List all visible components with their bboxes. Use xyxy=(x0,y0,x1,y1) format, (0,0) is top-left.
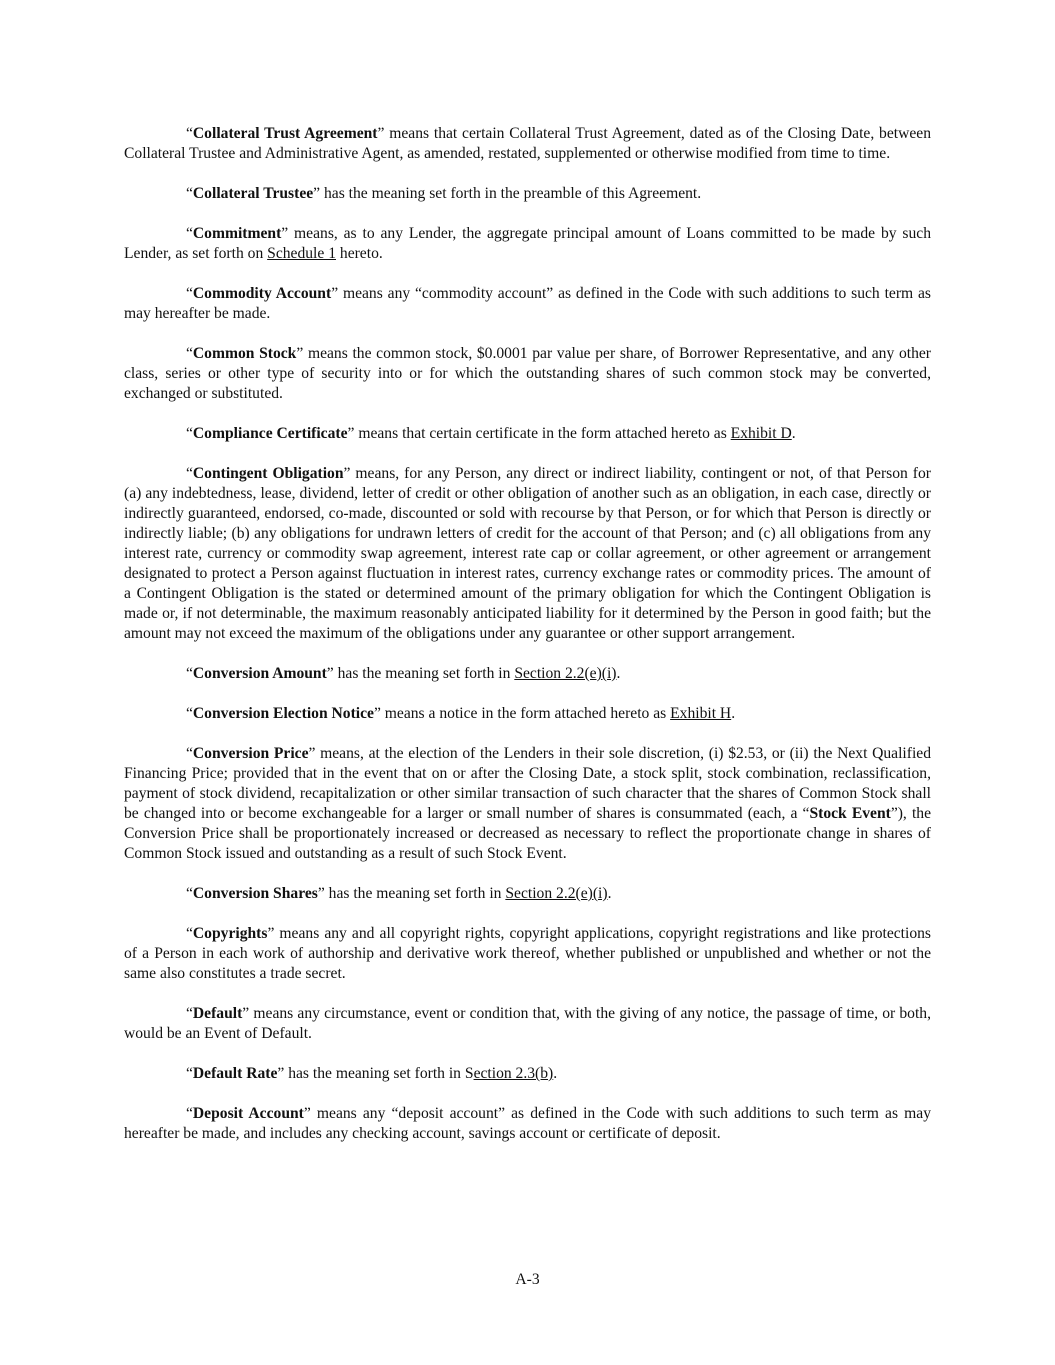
definition-text: has the meaning set forth in xyxy=(333,665,515,682)
defined-term: Commodity Account xyxy=(192,285,332,302)
defined-term: Deposit Account xyxy=(192,1105,304,1122)
definition-text: means, for any Person, any direct or indirect liability, contingent or not, of that Person for (a) any indebtedness, lease, dividend, letter of credit or other obligation of another such as an obligation, in each case, directly or indirectly guaranteed, endorsed, co-made, discounted or sold with recourse by that Person, or for which that Person is directly or indirectly liable; (b) any obligations for undrawn letters of credit for the account of that Person; and (c) all obligations from any interest rate, currency or commodity swap agreement, interest rate cap or collar agreement, or other agreement or arrangement designated to protect a Person against fluctuation in interest rates, currency exchange rates or commodity prices. The amount of a Contingent Obligation is the stated or determined amount of the primary obligation for which the Contingent Obligation is made or, if not determinable, the maximum reasonably anticipated liability for it determined by the Person in good faith; but the amount may not exceed the maximum of the obligations under any guarantee or other support arrangement. xyxy=(124,465,931,642)
definition-text: means, at the election of the Lenders in their sole discretion, (i) $2.53, or (ii) the Next Qualified Financing Price; provided that in the event that on or after the Closing Date, a stock split, stock combination, reclassification, payment of stock dividend, recapitalization or other similar transaction of such character that the shares of Common Stock shall be changed into or become exchangeable for a larger or small number of shares is consummated (each, a “ xyxy=(124,745,931,822)
definition-conversion-election-notice: “Conversion Election Notice” means a notice in the form attached hereto as Exhibit H. xyxy=(186,705,736,722)
cross-reference: Schedule 1 xyxy=(267,245,336,262)
definition-compliance-certificate: “Compliance Certificate” means that certain certificate in the form attached hereto as Exhibit D. xyxy=(186,425,796,442)
defined-term: Collateral Trust Agreement xyxy=(192,125,378,142)
definition-text: means any “commodity account” as defined in the Code with such additions to such term as may hereafter be made. xyxy=(124,285,931,322)
definition-text: has the meaning set forth in the preamble of this Agreement. xyxy=(320,185,702,202)
definitions-list xyxy=(124,124,931,1144)
definition-conversion-amount: “Conversion Amount” has the meaning set forth in Section 2.2(e)(i). xyxy=(186,665,621,682)
defined-term: Copyrights xyxy=(192,925,268,942)
definition-conversion-shares: “Conversion Shares” has the meaning set forth in Section 2.2(e)(i). xyxy=(186,885,612,902)
defined-term: Default Rate xyxy=(192,1065,278,1082)
defined-term: Commitment xyxy=(192,225,282,242)
defined-term: Conversion Price xyxy=(192,745,309,762)
defined-term: Conversion Amount xyxy=(192,665,327,682)
definition-text: means a notice in the form attached hereto as xyxy=(380,705,671,722)
definition-contingent-obligation: “Contingent Obligation” means, for any Person, any direct or indirect liability, contingent or not, of that Person for (a) any indebtedness, lease, dividend, letter of credit or other obligation of another such as an obligation, in each case, directly or indirectly guaranteed, endorsed, co-made, discounted or sold with recourse by that Person, or for which that Person is directly or indirectly liable; (b) any obligations for undrawn letters of credit for the account of that Person; and (c) all obligations from any interest rate, currency or commodity swap agreement, interest rate cap or collar agreement, or other agreement or arrangement designated to protect a Person against fluctuation in interest rates, currency exchange rates or commodity prices. The amount of a Contingent Obligation is the stated or determined amount of the primary obligation for which the Contingent Obligation is made or, if not determinable, the maximum reasonably anticipated liability for it determined by the Person in good faith; but the amount may not exceed the maximum of the obligations under any guarantee or other support arrangement. xyxy=(124,465,931,642)
defined-term: Compliance Certificate xyxy=(192,425,348,442)
definition-copyrights: “Copyrights” means any and all copyright rights, copyright applications, copyright registrations and like protections of a Person in each work of authorship and derivative work thereof, whether published or unpublished and whether or not the same also constitutes a trade secret. xyxy=(124,925,931,982)
definition-text: means, as to any Lender, the aggregate principal amount of Loans committed to be made by such Lender, as set forth on xyxy=(124,225,931,262)
defined-term: Collateral Trustee xyxy=(192,185,314,202)
definition-text: . xyxy=(616,665,621,682)
cross-reference: Exhibit D xyxy=(730,425,792,442)
defined-term: Default xyxy=(192,1005,243,1022)
page-number: A-3 xyxy=(515,1271,540,1288)
definition-common-stock: “Common Stock” means the common stock, $0.0001 par value per share, of Borrower Representative, and any other class, series or other type of security into or for which the outstanding shares of such common stock may be converted, exchanged or substituted. xyxy=(124,345,931,402)
definition-deposit-account: “Deposit Account” means any “deposit account” as defined in the Code with such additions to such term as may hereafter be made, and includes any checking account, savings account or certificate of deposit. xyxy=(124,1105,931,1142)
definition-text: means any circumstance, event or condition that, with the giving of any notice, the passage of time, or both, would be an Event of Default. xyxy=(124,1005,931,1042)
defined-term: Common Stock xyxy=(192,345,297,362)
definition-text: . xyxy=(731,705,736,722)
defined-term: Conversion Election Notice xyxy=(192,705,374,722)
definition-default: “Default” means any circumstance, event or condition that, with the giving of any notice, the passage of time, or both, would be an Event of Default. xyxy=(124,1005,931,1042)
definition-text: has the meaning set forth in xyxy=(324,885,506,902)
definition-conversion-price: “Conversion Price” means, at the election of the Lenders in their sole discretion, (i) $2.53, or (ii) the Next Qualified Financing Price; provided that in the event that on or after the Closing Date, a stock split, stock combination, reclassification, payment of stock dividend, recapitalization or other similar transaction of such character that the shares of Common Stock shall be changed into or become exchangeable for a larger or small number of shares is consummated (each, a “Stock Event”), the Conversion Price shall be proportionately increased or decreased as necessary to reflect the proportionate change in shares of Common Stock issued and outstanding as a result of such Stock Event. xyxy=(124,745,931,862)
defined-term: Contingent Obligation xyxy=(192,465,344,482)
cross-reference: Exhibit H xyxy=(670,705,732,722)
definition-text: means that certain certificate in the form attached hereto as xyxy=(354,425,731,442)
definition-text: . xyxy=(791,425,796,442)
inline-defined-term: Stock Event xyxy=(809,805,891,822)
cross-reference: Section 2.2(e)(i) xyxy=(505,885,608,902)
definition-text: means that certain Collateral Trust Agreement, dated as of the Closing Date, between Collateral Trustee and Administrative Agent, as amended, restated, supplemented or otherwise modified from time to time. xyxy=(124,125,931,162)
definition-text: means any and all copyright rights, copyright applications, copyright registrations and like protections of a Person in each work of authorship and derivative work thereof, whether published or unpublished and whether or not the same also constitutes a trade secret. xyxy=(124,925,931,982)
cross-reference: Section 2.2(e)(i) xyxy=(514,665,617,682)
definition-text: hereto. xyxy=(336,245,383,262)
definition-default-rate: “Default Rate” has the meaning set forth in Section 2.3(b). xyxy=(186,1065,558,1082)
definition-text: . xyxy=(553,1065,558,1082)
defined-term: Conversion Shares xyxy=(192,885,318,902)
definition-commitment: “Commitment” means, as to any Lender, the aggregate principal amount of Loans committed to be made by such Lender, as set forth on Schedule 1 hereto. xyxy=(124,225,931,262)
definition-text: . xyxy=(607,885,612,902)
document-page xyxy=(124,124,931,1164)
definition-collateral-trust-agreement: “Collateral Trust Agreement” means that certain Collateral Trust Agreement, dated as of the Closing Date, between Collateral Trustee and Administrative Agent, as amended, restated, supplemented or otherwise modified from time to time. xyxy=(124,125,931,162)
cross-reference: ection 2.3(b) xyxy=(473,1065,554,1082)
definition-commodity-account: “Commodity Account” means any “commodity account” as defined in the Code with such additions to such term as may hereafter be made. xyxy=(124,285,931,322)
definition-text: has the meaning set forth in S xyxy=(284,1065,474,1082)
definition-collateral-trustee: “Collateral Trustee” has the meaning set forth in the preamble of this Agreement. xyxy=(186,185,702,202)
definition-text: ”), the Conversion Price shall be proportionately increased or decreased as necessary to reflect the proportionate change in shares of Common Stock issued and outstanding as a result of such Stock Event. xyxy=(124,805,931,862)
definition-text: means the common stock, $0.0001 par value per share, of Borrower Representative, and any other class, series or other type of security into or for which the outstanding shares of such common stock may be converted, exchanged or substituted. xyxy=(124,345,931,402)
definition-text: means any “deposit account” as defined in the Code with such additions to such term as may hereafter be made, and includes any checking account, savings account or certificate of deposit. xyxy=(124,1105,931,1142)
